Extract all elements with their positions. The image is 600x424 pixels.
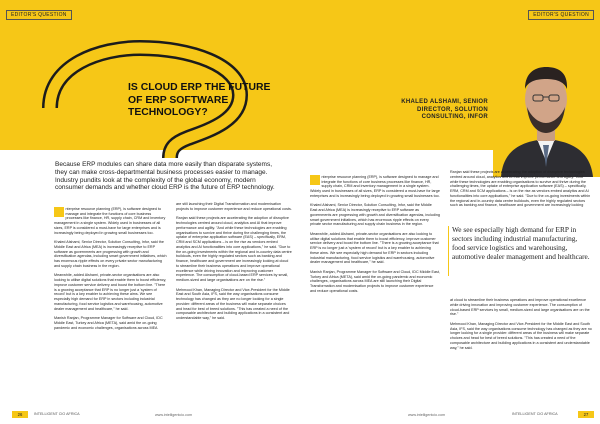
right-col1-text: nterprise resource planning (ERP), is software designed to manage and integrate the functions of core business processes like finance, HR, supply chain, CRM and inventory management in a single system. Widely used in businesses of all sizes, ERP is considered a must-have for large enterprises and is increasingly being deployed in growing small businesses too. Khaled Alshami, Senior Director, Solution Consulting, Infor, said the Middle East and Africa (MEA) is increasingly receptive to ERP software as governments are progressing with growth and diversification agendas, including smart government initiatives, which has enormous ripple effects on every private sector manufacturing and supply chain business in the region. Meanwhile, added Alshami, private-sector organisations are also looking to utilise digital solutions that enable them to boost efficiency, improve customer service delivery and boost the bottom line. "There is a growing acceptance that ERP is no longer just a 'system of record' but is a key enabler to achieving these aims. We see especially high demand for ERP in sectors including industrial manufacturing, food service logistics and warehousing, automotive dealer management and healthcare," he said. Manish Ranjan, Programme Manager for Software and Cloud, IDC Middle East, Turkey and Africa (META), said amid the on-going pandemic and economic challenges, organisations across MEA are still launching their Digital Transformation and modernisation projects to improve customer experience and reduce operational costs. — [310, 174, 440, 293]
left-footer-brand: INTELLIGENT CIO AFRICA — [34, 412, 80, 416]
left-footer-url[interactable]: www.intelligentcio.com — [155, 413, 193, 417]
pull-quote: We see especially high demand for ERP in sectors including industrial manufacturing, food service logistics and warehousing, automotive dealer management and healthcare. — [452, 225, 590, 261]
right-footer-brand: INTELLIGENT CIO AFRICA — [512, 412, 558, 416]
right-page — [300, 0, 600, 424]
right-body-column-1 — [310, 170, 440, 294]
drop-cap — [54, 207, 64, 217]
speaker-byline: KHALED ALSHAMI, SENIOR DIRECTOR, SOLUTION CONSULTING, INFOR — [401, 99, 488, 121]
drop-cap — [310, 175, 320, 185]
right-footer-url[interactable]: www.intelligentcio.com — [408, 413, 446, 417]
right-body-column-2: Ranjan said these projects are accelerating the adoption of disruptive technologies centred around cloud, analytics and AI that improve performance and agility. "And while these technologies are enabling organisations to survive and thrive during the challenging times, the uptake of enterprise application software (EAS) – specifically, ERM, CRM and SCM applications – is on the rise as vendors embed analytics and AI functionalities into core applications," he said. "Due to the on-going investments within the regional and in-country data centre buildouts, even the highly regulated sectors such as banking and finance, healthcare and government are increasingly looking — [450, 170, 591, 208]
left-page-number: 26 — [12, 411, 28, 418]
portrait-photo — [493, 37, 600, 177]
left-col1-text: nterprise resource planning (ERP), is software designed to manage and integrate the functions of core business processes like finance, HR, supply chain, CRM and inventory management in a single system. Widely used in businesses of all sizes, ERP is considered a must-have for large enterprises and is increasingly being deployed in growing small businesses too. Khaled Alshami, Senior Director, Solution Consulting, Infor, said the Middle East and Africa (MEA) is increasingly receptive to ERP software as governments are progressing with growth and diversification agendas, including smart government initiatives, which has enormous ripple effects on every private sector manufacturing and supply chain business in the region. Meanwhile, added Alshami, private-sector organisations are also looking to utilise digital solutions that enable them to boost efficiency, improve customer service delivery and boost the bottom line. "There is a growing acceptance that ERP is no longer just a 'system of record' but is a key enabler to achieving these aims. We see especially high demand for ERP in sectors including industrial manufacturing, food service logistics and warehousing, automotive dealer management and healthcare," he said. Manish Ranjan, Programme Manager for Software and Cloud, IDC Middle East, Turkey and Africa (META), said amid the on-going pandemic and economic challenges, organisations across MEA — [54, 206, 167, 330]
left-section-tag: EDITOR'S QUESTION — [6, 10, 72, 20]
right-page-number: 27 — [578, 411, 594, 418]
left-body-column-2: are still launching their Digital Transformation and modernisation projects to improve customer experience and reduce operational costs. Ranjan said these projects are accelerating the adoption of disruptive technologies centred around cloud, analytics and AI that improve performance and agility. "And while these technologies are enabling organisations to survive and thrive during the challenging times, the uptake of enterprise application software (EAS) – specifically, ERM, CRM and SCM applications – is on the rise as vendors embed analytics and AI functionalities into core applications," he said. "Due to the on-going investments within the regional and in-country data centre buildouts, even the highly regulated sectors such as banking and finance, healthcare and government are increasingly looking at cloud to streamline their business operations and improve operational excellence while driving innovation and improving customer experience. The consumption of cloud-based ERP services by small, medium-sized and large organisations are on the rise." Mehmood Khan, Managing Director and Vice-President for the Middle East and South Asia, IFS, said the way organisations consume technology has changed as they are no longer looking for a single provider: different areas of the business will make separate choices and head for best of breed solutions. "This has created a need of the composable architecture and building applications in a consistent and understandable way," he said. — [176, 202, 292, 320]
right-body-column-2b: at cloud to streamline their business operations and improve operational excellence while driving innovation and improving customer experience. The consumption of cloud-based ERP services by small, medium-sized and large organisations are on the rise." Mehmood Khan, Managing Director and Vice-President for the Middle East and South Asia, IFS, said the way organisations consume technology has changed as they are no longer looking for a single provider: different areas of the business will make separate choices and head for best of breed solutions. "This has created a need of the composable architecture and building applications in a consistent and understandable way," he said. — [450, 298, 592, 350]
article-deck: Because ERP modules can share data more easily than disparate systems, they can make cross-departmental business processes easier to manage. Industry pundits look at the complexity of the global economy, modern consumer demands and whether cloud ERP is the future of ERP technology. — [55, 161, 275, 192]
pull-quote-bar — [448, 226, 449, 276]
article-title: IS CLOUD ERP THE FUTURE OF ERP SOFTWARE TECHNOLOGY? — [128, 82, 271, 118]
right-section-tag: EDITOR'S QUESTION — [528, 10, 594, 20]
portrait-figure — [493, 37, 600, 177]
left-body-column-1 — [54, 202, 168, 330]
